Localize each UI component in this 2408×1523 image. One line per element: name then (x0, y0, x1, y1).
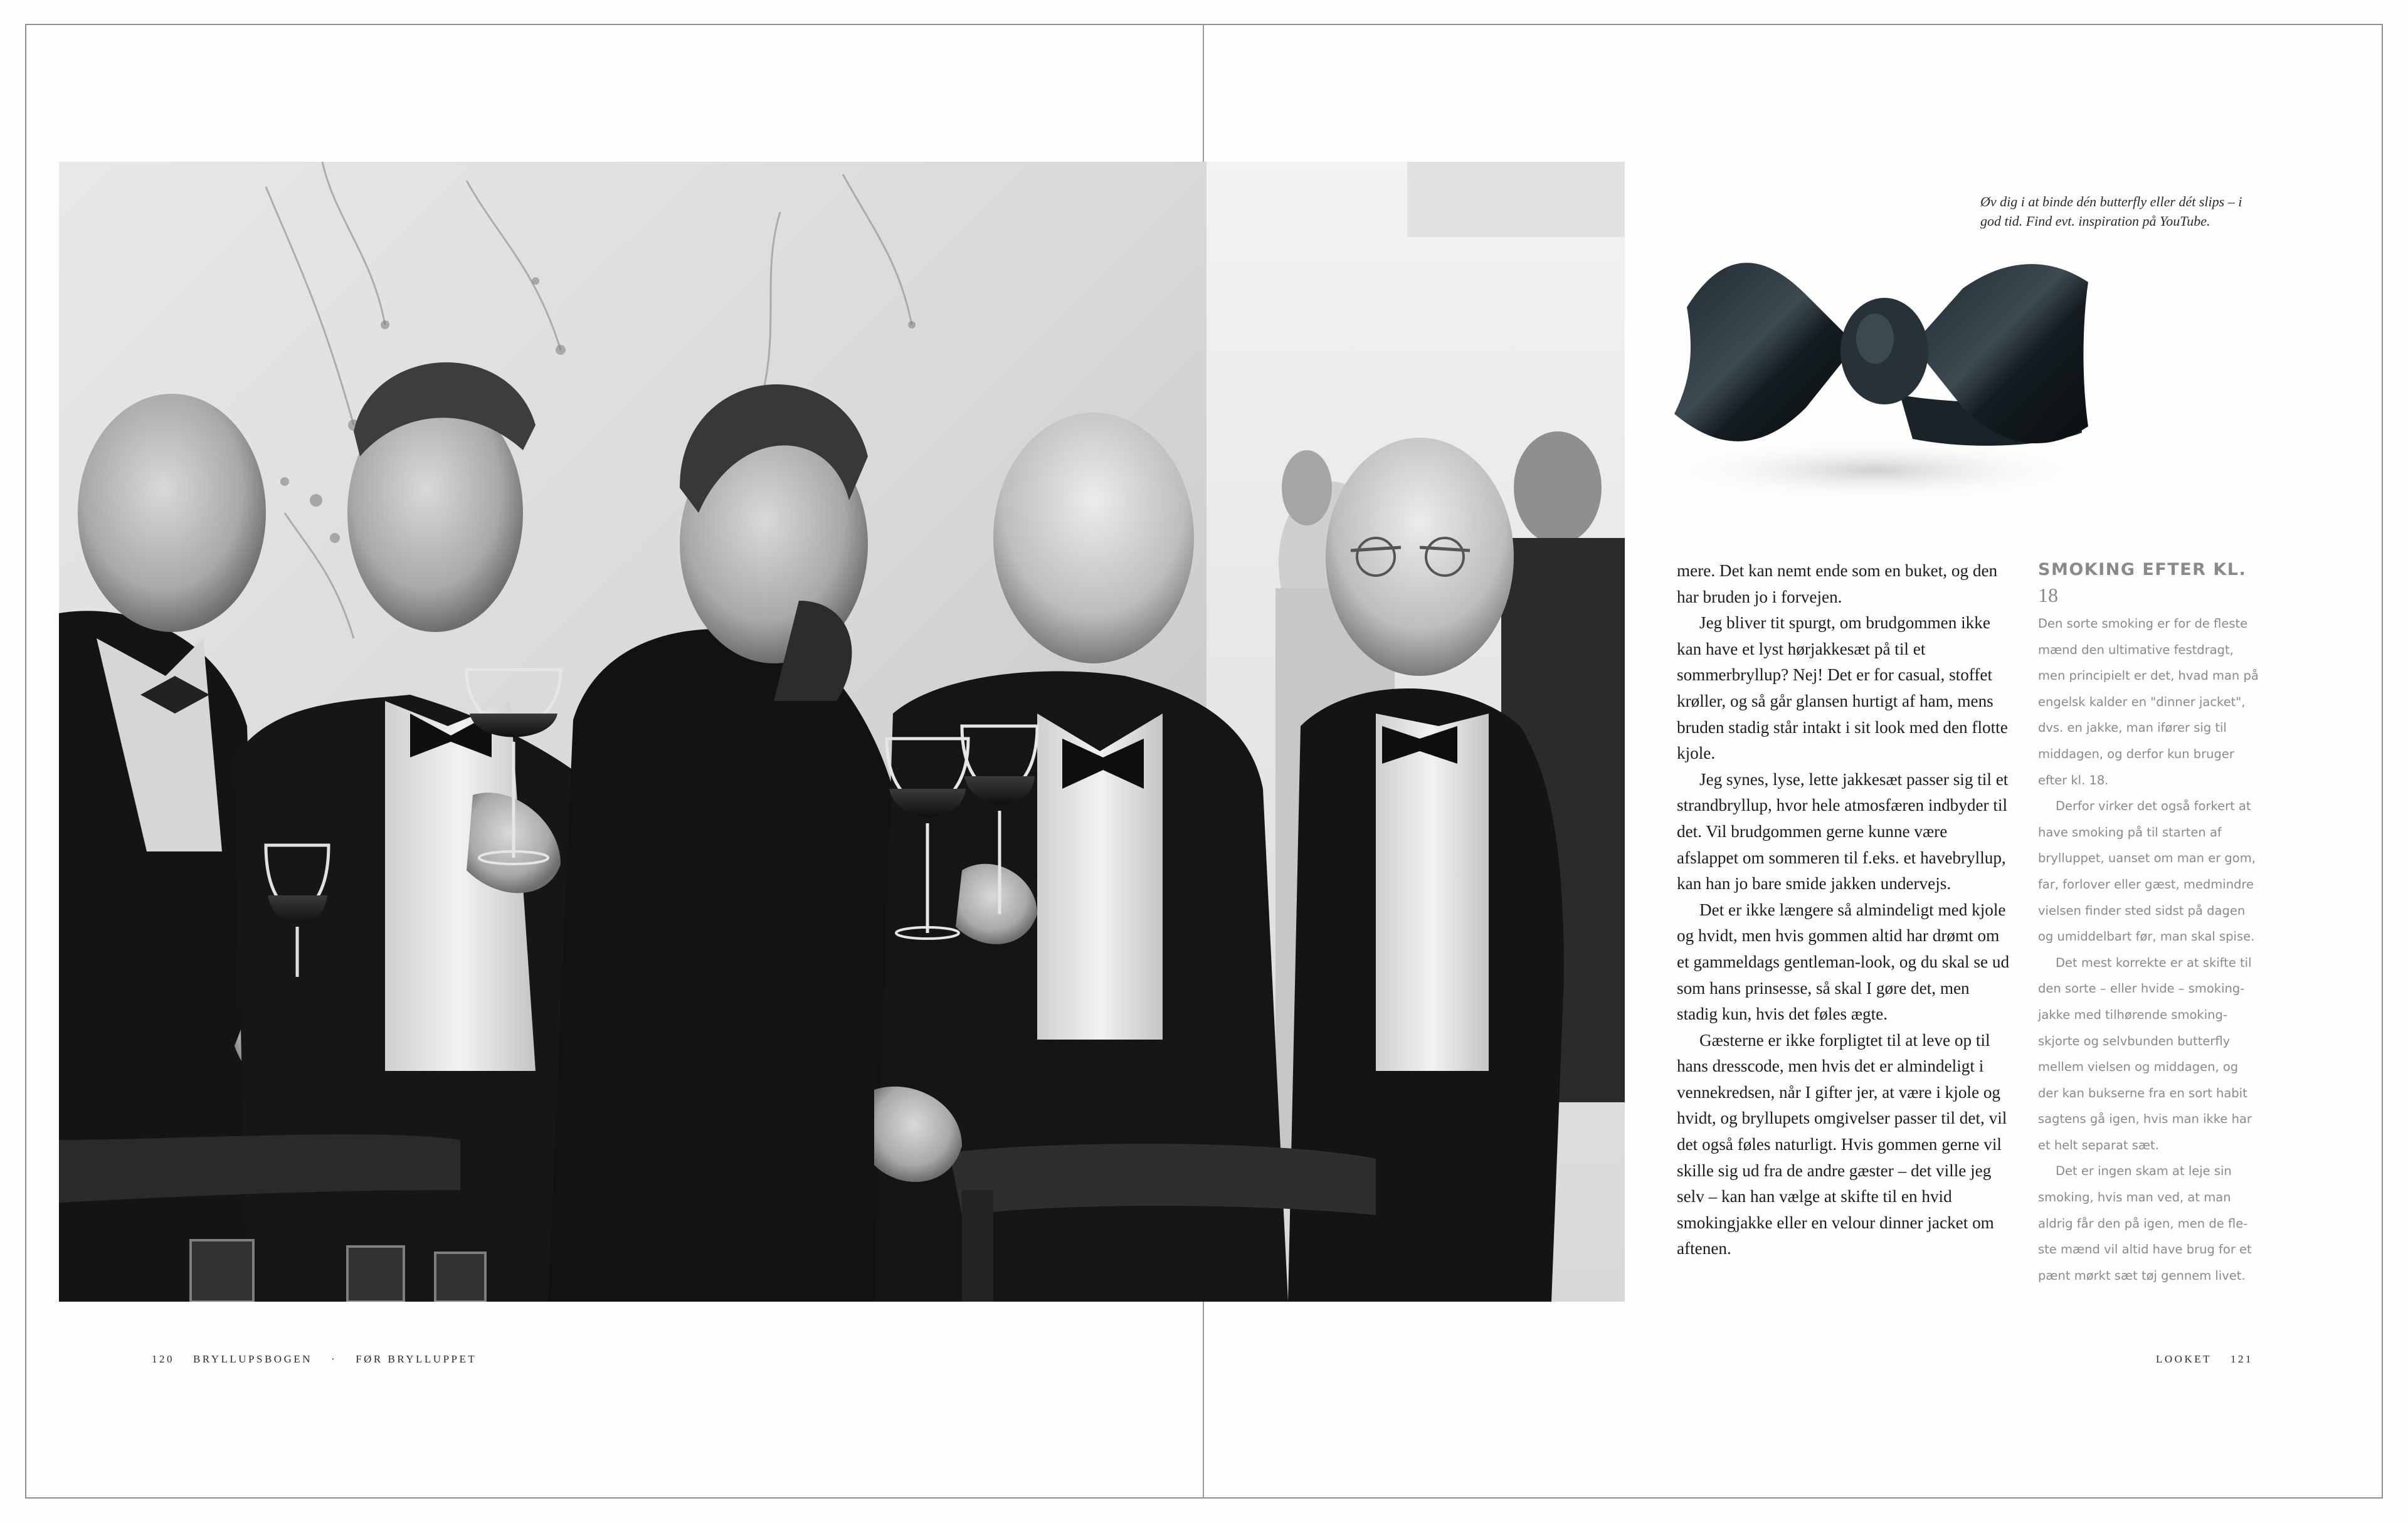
body-paragraph: Det er ikke længere så almindeligt med kjole og hvidt, men hvis gommen altid har drømt om et gammeldags gentleman-look, og du skal se ud som hans prinsesse, så skal I gøre det, men stadig kun, hvis det føles ægte. (1677, 900, 2010, 1024)
body-paragraph: Gæsterne er ikke forpligtet til at leve op til hans dresscode, men hvis det er almindeligt i vennekredsen, når I gifter jer, at være i kjole og hvidt, og bryllupets omgivelser passer til det, vil det også føles naturligt. Hvis gommen gerne vil skille sig ud fra de andre gæster – det ville jeg selv – kan han vælge at skifte til en hvid smokingjakke eller en velour dinner jacket om aftenen. (1677, 1030, 2007, 1258)
page-number-right: 121 (2230, 1353, 2253, 1365)
page-number-left: 120 (152, 1353, 174, 1365)
body-paragraph: Jeg bliver tit spurgt, om brudgommen ikke kan have et lyst hørjakkesæt på til et sommerbryllup? Nej! Det er for casual, stoffet krøller, og så går glansen hurtigt af ham, mens bruden stadig står intakt i sit look med den flotte kjole. (1677, 613, 2008, 763)
folio-left (152, 1353, 495, 1366)
body-paragraph: Jeg synes, lyse, lette jakkesæt passer sig til et strandbryllup, hvor hele atmosfæren indbyder til det. Vil brudgommen gerne kunne være afslappet om sommeren til f.eks. et havebryllup, kan han jo bare smide jakken undervejs. (1677, 769, 2009, 893)
body-paragraph: mere. Det kan nemt ende som en buket, og den har bruden jo i forvejen. (1677, 561, 1998, 606)
main-photo (59, 162, 1625, 1302)
section-title-left: FØR BRYLLUPPET (356, 1353, 477, 1365)
sidebar-title-number: 18 (2038, 584, 2058, 606)
folio-right (2156, 1353, 2253, 1366)
photo-caption: Øv dig i at binde dén butterfly eller dét slips – i god tid. Find evt. inspiration på YouTube. (1980, 194, 2242, 229)
sidebar-paragraph: Det er ingen skam at leje sin smoking, hvis man ved, at man aldrig får den på igen, men de fle-ste mænd vil altid have brug for et pænt mørkt sæt tøj gennem livet. (2038, 1164, 2252, 1283)
folio-separator: · (331, 1353, 337, 1365)
sidebar-title (2038, 557, 2259, 609)
body-text-column (1677, 558, 2012, 1262)
sidebar-paragraph: Den sorte smoking er for de fleste mænd den ultimative festdragt, men principielt er det, hvad man på engelsk kalder en "dinner jacket", dvs. en jakke, man ifører sig til middagen, og derfor kun bruger efter kl. 18. (2038, 616, 2259, 788)
bow-tie-illustration (1649, 219, 2088, 514)
section-title-right: LOOKET (2156, 1353, 2212, 1365)
book-title: BRYLLUPSBOGEN (193, 1353, 313, 1365)
sidebar-paragraph: Det mest korrekte er at skifte til den sorte – eller hvide – smoking-jakke med tilhørende smoking-skjorte og selvbunden butterfly mellem vielsen og middagen, og der kan bukserne fra en sort habit sagtens gå igen, hvis man ikke har et helt separat sæt. (2038, 955, 2252, 1152)
sidebar (2038, 557, 2259, 1288)
sidebar-title-text: SMOKING EFTER KL. (2038, 560, 2247, 579)
bow-tie-photo (1649, 219, 2088, 514)
party-photo-illustration (59, 162, 1625, 1302)
sidebar-paragraph: Derfor virker det også forkert at have smoking på til starten af brylluppet, uanset om man er gom, far, forlover eller gæst, medmindre vielsen finder sted sidst på dagen og umiddelbart før, man skal spise. (2038, 799, 2256, 944)
